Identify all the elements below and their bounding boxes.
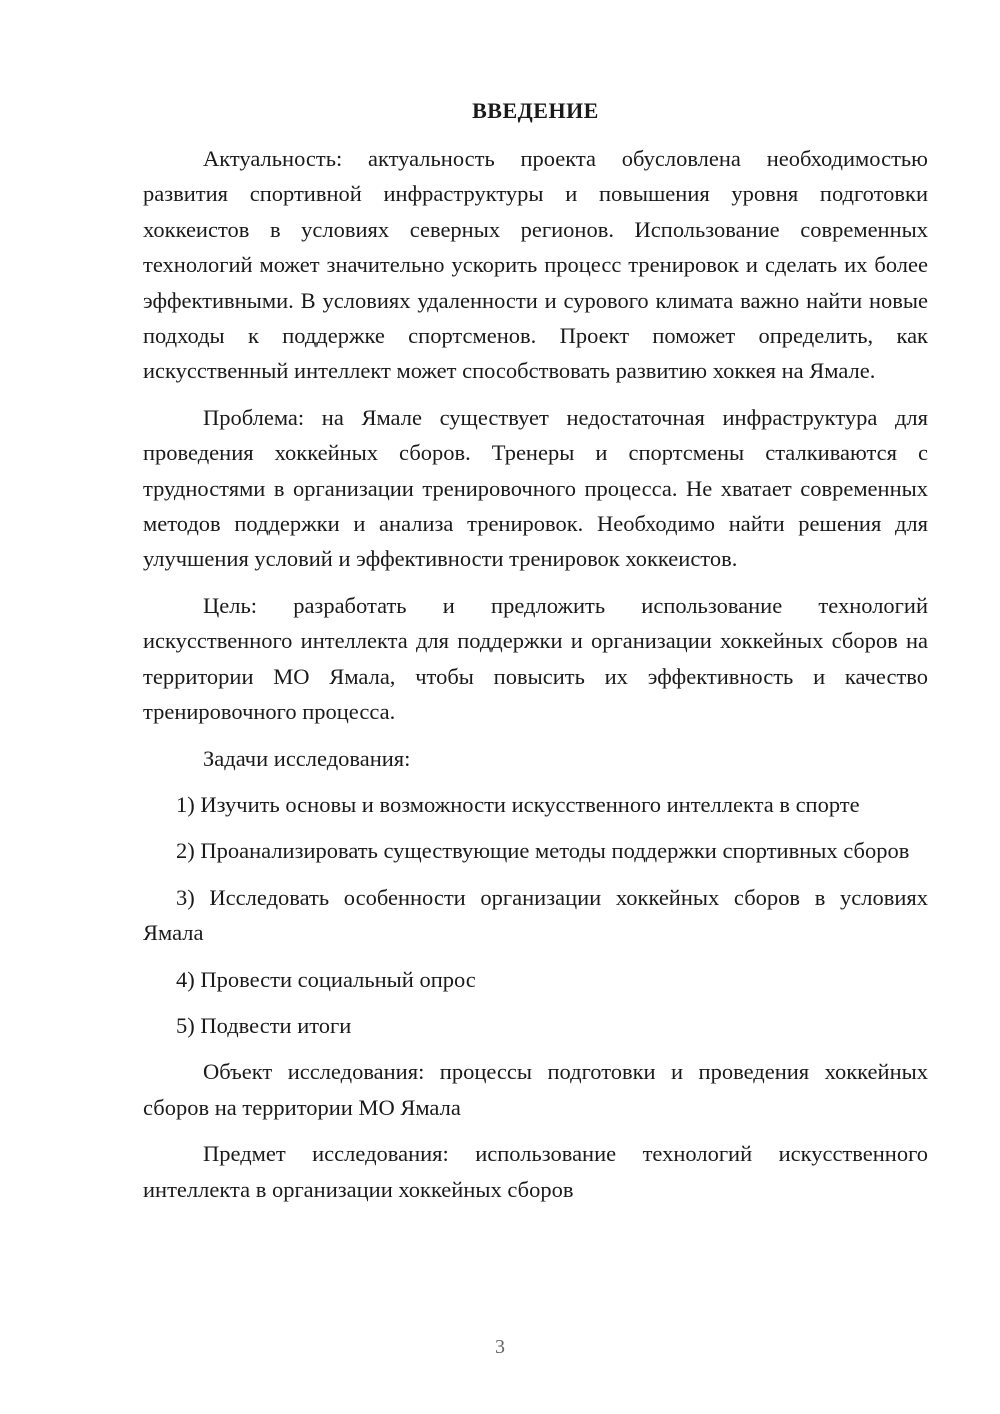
task-item: 5) Подвести итоги <box>176 1012 352 1038</box>
section-title: ВВЕДЕНИЕ <box>472 98 599 123</box>
task-item: 2) Проанализировать существующие методы поддержки спортивных сборов <box>176 838 910 864</box>
goal-paragraph: Цель: разработать и предложить использование технологий искусственного интеллекта для поддержки и организации хоккейных сборов на территории МО Ямала, чтобы повысить их эффективность и качество тренировочного процесса. <box>143 592 928 725</box>
subject-paragraph: Предмет исследования: использование технологий искусственного интеллекта в организации хоккейных сборов <box>143 1141 928 1202</box>
task-item: 3) Исследовать особенности организации хоккейных сборов в условиях Ямала <box>143 884 928 946</box>
relevance-paragraph: Актуальность: актуальность проекта обусловлена необходимостью развития спортивной инфраструктуры и повышения уровня подготовки хоккеистов в условиях северных регионов. Использование современных технологий может значительно ускорить процесс тренировок и сделать их более эффективными. В условиях удаленности и сурового климата важно найти новые подходы к поддержке спортсменов. Проект поможет определить, как искусственный интеллект может способствовать развитию хоккея на Ямале. <box>143 146 928 384</box>
page-number: 3 <box>495 1336 505 1358</box>
object-paragraph: Объект исследования: процессы подготовки и проведения хоккейных сборов на территории МО Ямала <box>143 1059 928 1120</box>
problem-paragraph: Проблема: на Ямале существует недостаточная инфраструктура для проведения хоккейных сборов. Тренеры и спортсмены сталкиваются с трудностями в организации тренировочного процесса. Не хватает современных методов поддержки и анализа тренировок. Необходимо найти решения для улучшения условий и эффективности тренировок хоккеистов. <box>143 404 928 572</box>
task-item: 1) Изучить основы и возможности искусственного интеллекта в спорте <box>176 791 860 817</box>
task-item: 4) Провести социальный опрос <box>176 966 476 992</box>
document-body <box>143 141 928 1207</box>
tasks-heading: Задачи исследования: <box>203 745 411 771</box>
